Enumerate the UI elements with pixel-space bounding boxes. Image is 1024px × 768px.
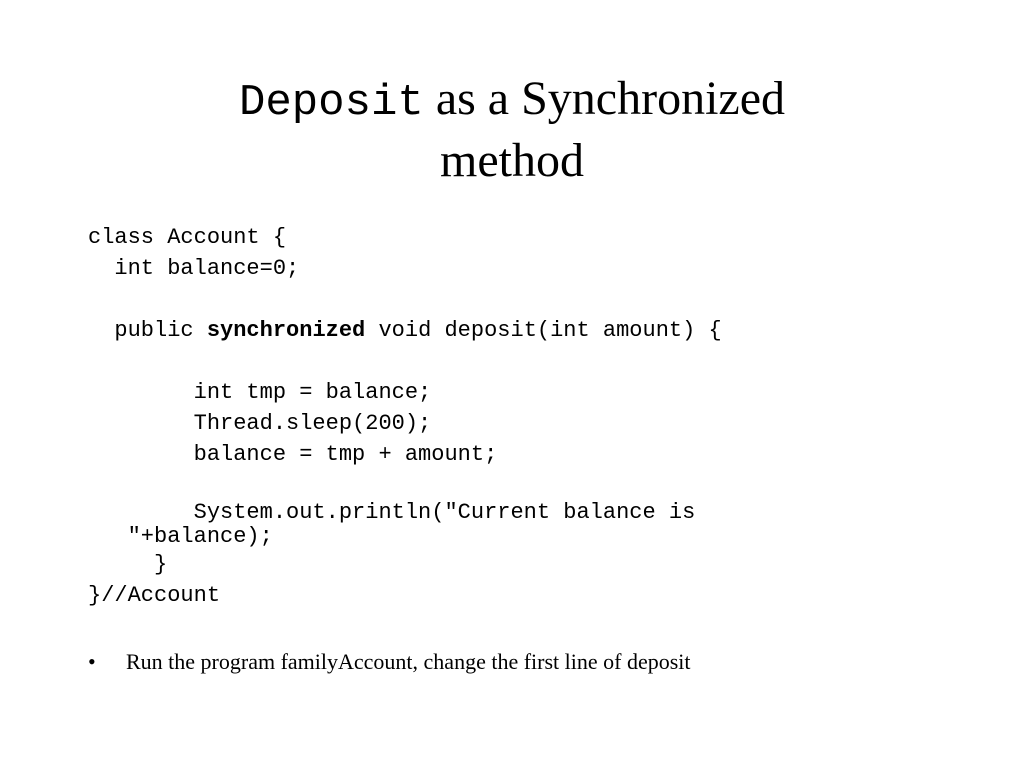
code-line-continuation: "+balance); <box>88 524 273 549</box>
code-block <box>88 222 722 611</box>
code-line: } <box>88 552 168 577</box>
code-fragment: void deposit(int amount) { <box>365 318 722 343</box>
title-code-word: Deposit <box>238 78 424 128</box>
bullet-icon: • <box>88 649 96 674</box>
code-blank-line <box>88 284 722 315</box>
code-line: Thread.sleep(200); <box>88 411 432 436</box>
code-fragment: public <box>88 318 207 343</box>
code-line: }//Account <box>88 583 221 608</box>
title-text-line2: method <box>440 134 584 187</box>
code-line: int balance=0; <box>88 256 300 281</box>
bullet-text: Run the program familyAccount, change the first line of deposit <box>126 649 691 674</box>
code-blank-line <box>88 346 722 377</box>
code-line-synchronized <box>88 315 722 346</box>
slide-title <box>0 70 1024 189</box>
code-line: int tmp = balance; <box>88 380 432 405</box>
code-line: class Account { <box>88 225 287 250</box>
code-blank-line <box>88 470 722 501</box>
bullet-list <box>88 648 691 676</box>
code-line: System.out.println("Current balance is <box>88 500 696 525</box>
list-item <box>88 648 691 676</box>
title-text: as a Synchronized <box>423 72 786 125</box>
synchronized-keyword: synchronized <box>206 318 366 343</box>
code-line: balance = tmp + amount; <box>88 442 498 467</box>
